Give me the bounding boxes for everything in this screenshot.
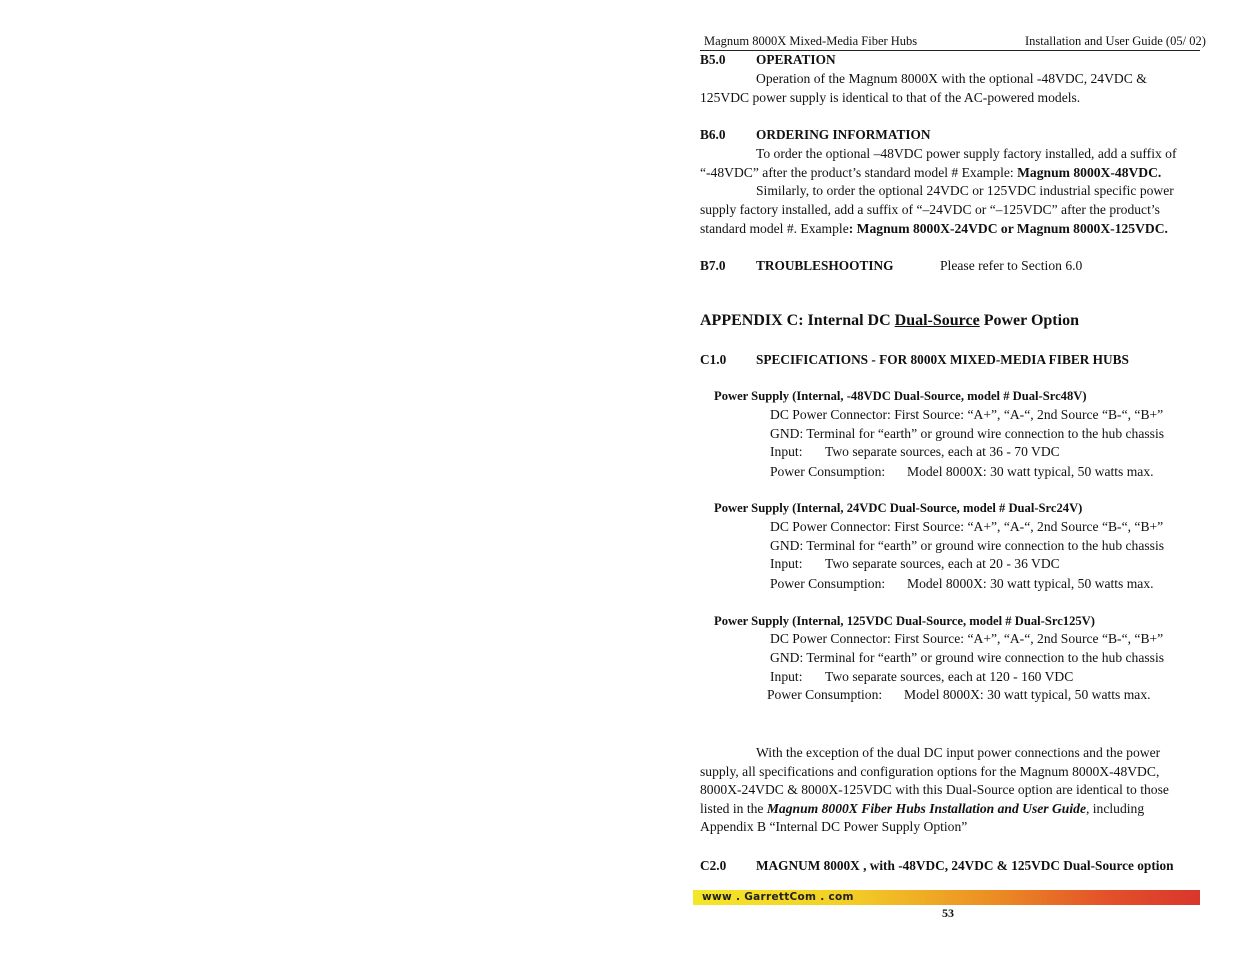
supply-48v-heading: Power Supply (Internal, -48VDC Dual-Source, model # Dual-Src48V) <box>714 389 1087 403</box>
b6-p2-line-1: Similarly, to order the optional 24VDC or 125VDC industrial specific power <box>756 183 1174 198</box>
section-b5-title: OPERATION <box>756 52 836 67</box>
supply-24v-input-value: Two separate sources, each at 20 - 36 VDC <box>825 556 1060 571</box>
supply-125v-connector: DC Power Connector: First Source: “A+”, “A-“, 2nd Source “B-“, “B+” <box>770 631 1164 646</box>
supply-24v-gnd: GND: Terminal for “earth” or ground wire connection to the hub chassis <box>770 538 1165 553</box>
header-rule <box>700 50 1200 51</box>
closing-line-5: Appendix B “Internal DC Power Supply Option” <box>700 819 968 834</box>
header-left: Magnum 8000X Mixed-Media Fiber Hubs <box>704 34 918 48</box>
b6-example-48vdc: Magnum 8000X-48VDC. <box>1017 165 1162 180</box>
section-b5-number: B5.0 <box>700 52 726 67</box>
b6-p2-line-3-text: standard model #. Example <box>700 221 849 236</box>
section-b7-number: B7.0 <box>700 258 726 273</box>
supply-48v-power-value: Model 8000X: 30 watt typical, 50 watts max. <box>907 464 1154 479</box>
section-c2-title: MAGNUM 8000X , with -48VDC, 24VDC & 125VDC Dual-Source option <box>756 858 1174 873</box>
closing-line-1: With the exception of the dual DC input power connections and the power <box>756 745 1161 760</box>
appendix-c-title-post: Power Option <box>979 312 1079 329</box>
supply-24v-connector: DC Power Connector: First Source: “A+”, “A-“, 2nd Source “B-“, “B+” <box>770 519 1164 534</box>
supply-24v-power-label: Power Consumption: <box>770 576 886 591</box>
closing-line-3: 8000X-24VDC & 8000X-125VDC with this Dual-Source option are identical to those <box>700 782 1169 797</box>
section-b7-title: TROUBLESHOOTING <box>756 258 894 273</box>
section-c1-title: SPECIFICATIONS - FOR 8000X MIXED-MEDIA FIBER HUBS <box>756 352 1129 367</box>
section-b6-title: ORDERING INFORMATION <box>756 127 931 142</box>
supply-48v-power-label: Power Consumption: <box>770 464 886 479</box>
b5-line-1: Operation of the Magnum 8000X with the optional -48VDC, 24VDC & <box>756 71 1147 86</box>
closing-line-4-pre: listed in the <box>700 801 767 816</box>
supply-125v-power-value: Model 8000X: 30 watt typical, 50 watts max. <box>904 687 1151 702</box>
b7-text: Please refer to Section 6.0 <box>940 258 1083 273</box>
closing-line-2: supply, all specifications and configuration options for the Magnum 8000X-48VDC, <box>700 764 1160 779</box>
section-c1-number: C1.0 <box>700 352 727 367</box>
supply-48v-input-label: Input: <box>770 444 803 459</box>
guide-title-reference: Magnum 8000X Fiber Hubs Installation and User Guide <box>766 801 1086 816</box>
closing-line-4-post: , including <box>1085 801 1145 816</box>
supply-24v-heading: Power Supply (Internal, 24VDC Dual-Source, model # Dual-Src24V) <box>714 501 1083 515</box>
supply-24v-power-value: Model 8000X: 30 watt typical, 50 watts max. <box>907 576 1154 591</box>
supply-48v-gnd: GND: Terminal for “earth” or ground wire connection to the hub chassis <box>770 426 1165 441</box>
header-right: Installation and User Guide (05/ 02) <box>1025 34 1206 48</box>
appendix-c-title-underlined: Dual-Source <box>894 312 980 329</box>
supply-125v-input-label: Input: <box>770 669 803 684</box>
b6-p1-line-2 <box>700 164 1161 183</box>
supply-125v-power-label: Power Consumption: <box>767 687 883 702</box>
b5-line-2: 125VDC power supply is identical to that of the AC-powered models. <box>700 90 1081 105</box>
appendix-c-title-pre: APPENDIX C: Internal DC <box>700 312 895 329</box>
supply-48v-input-value: Two separate sources, each at 36 - 70 VDC <box>825 444 1060 459</box>
footer-url: www . GarrettCom . com <box>702 891 854 903</box>
appendix-c-title <box>700 312 1079 330</box>
b6-p2-line-3 <box>700 220 1168 239</box>
supply-48v-connector: DC Power Connector: First Source: “A+”, “A-“, 2nd Source “B-“, “B+” <box>770 407 1164 422</box>
b6-p1-line-1: To order the optional –48VDC power supply factory installed, add a suffix of <box>756 146 1177 161</box>
supply-24v-input-label: Input: <box>770 556 803 571</box>
supply-125v-heading: Power Supply (Internal, 125VDC Dual-Source, model # Dual-Src125V) <box>714 614 1095 628</box>
section-b6-number: B6.0 <box>700 127 726 142</box>
page-number: 53 <box>942 906 954 920</box>
document-page <box>700 28 1206 948</box>
b6-example-24-125vdc: : Magnum 8000X-24VDC or Magnum 8000X-125VDC. <box>848 221 1168 236</box>
b6-p1-line-2-text: “-48VDC” after the product’s standard model # Example: <box>700 165 1018 180</box>
supply-125v-input-value: Two separate sources, each at 120 - 160 VDC <box>825 669 1074 684</box>
b6-p2-line-2: supply factory installed, add a suffix of “–24VDC or “–125VDC” after the product’s <box>700 202 1160 217</box>
section-c2-number: C2.0 <box>700 858 727 873</box>
supply-125v-gnd: GND: Terminal for “earth” or ground wire connection to the hub chassis <box>770 650 1165 665</box>
closing-line-4 <box>700 800 1144 819</box>
